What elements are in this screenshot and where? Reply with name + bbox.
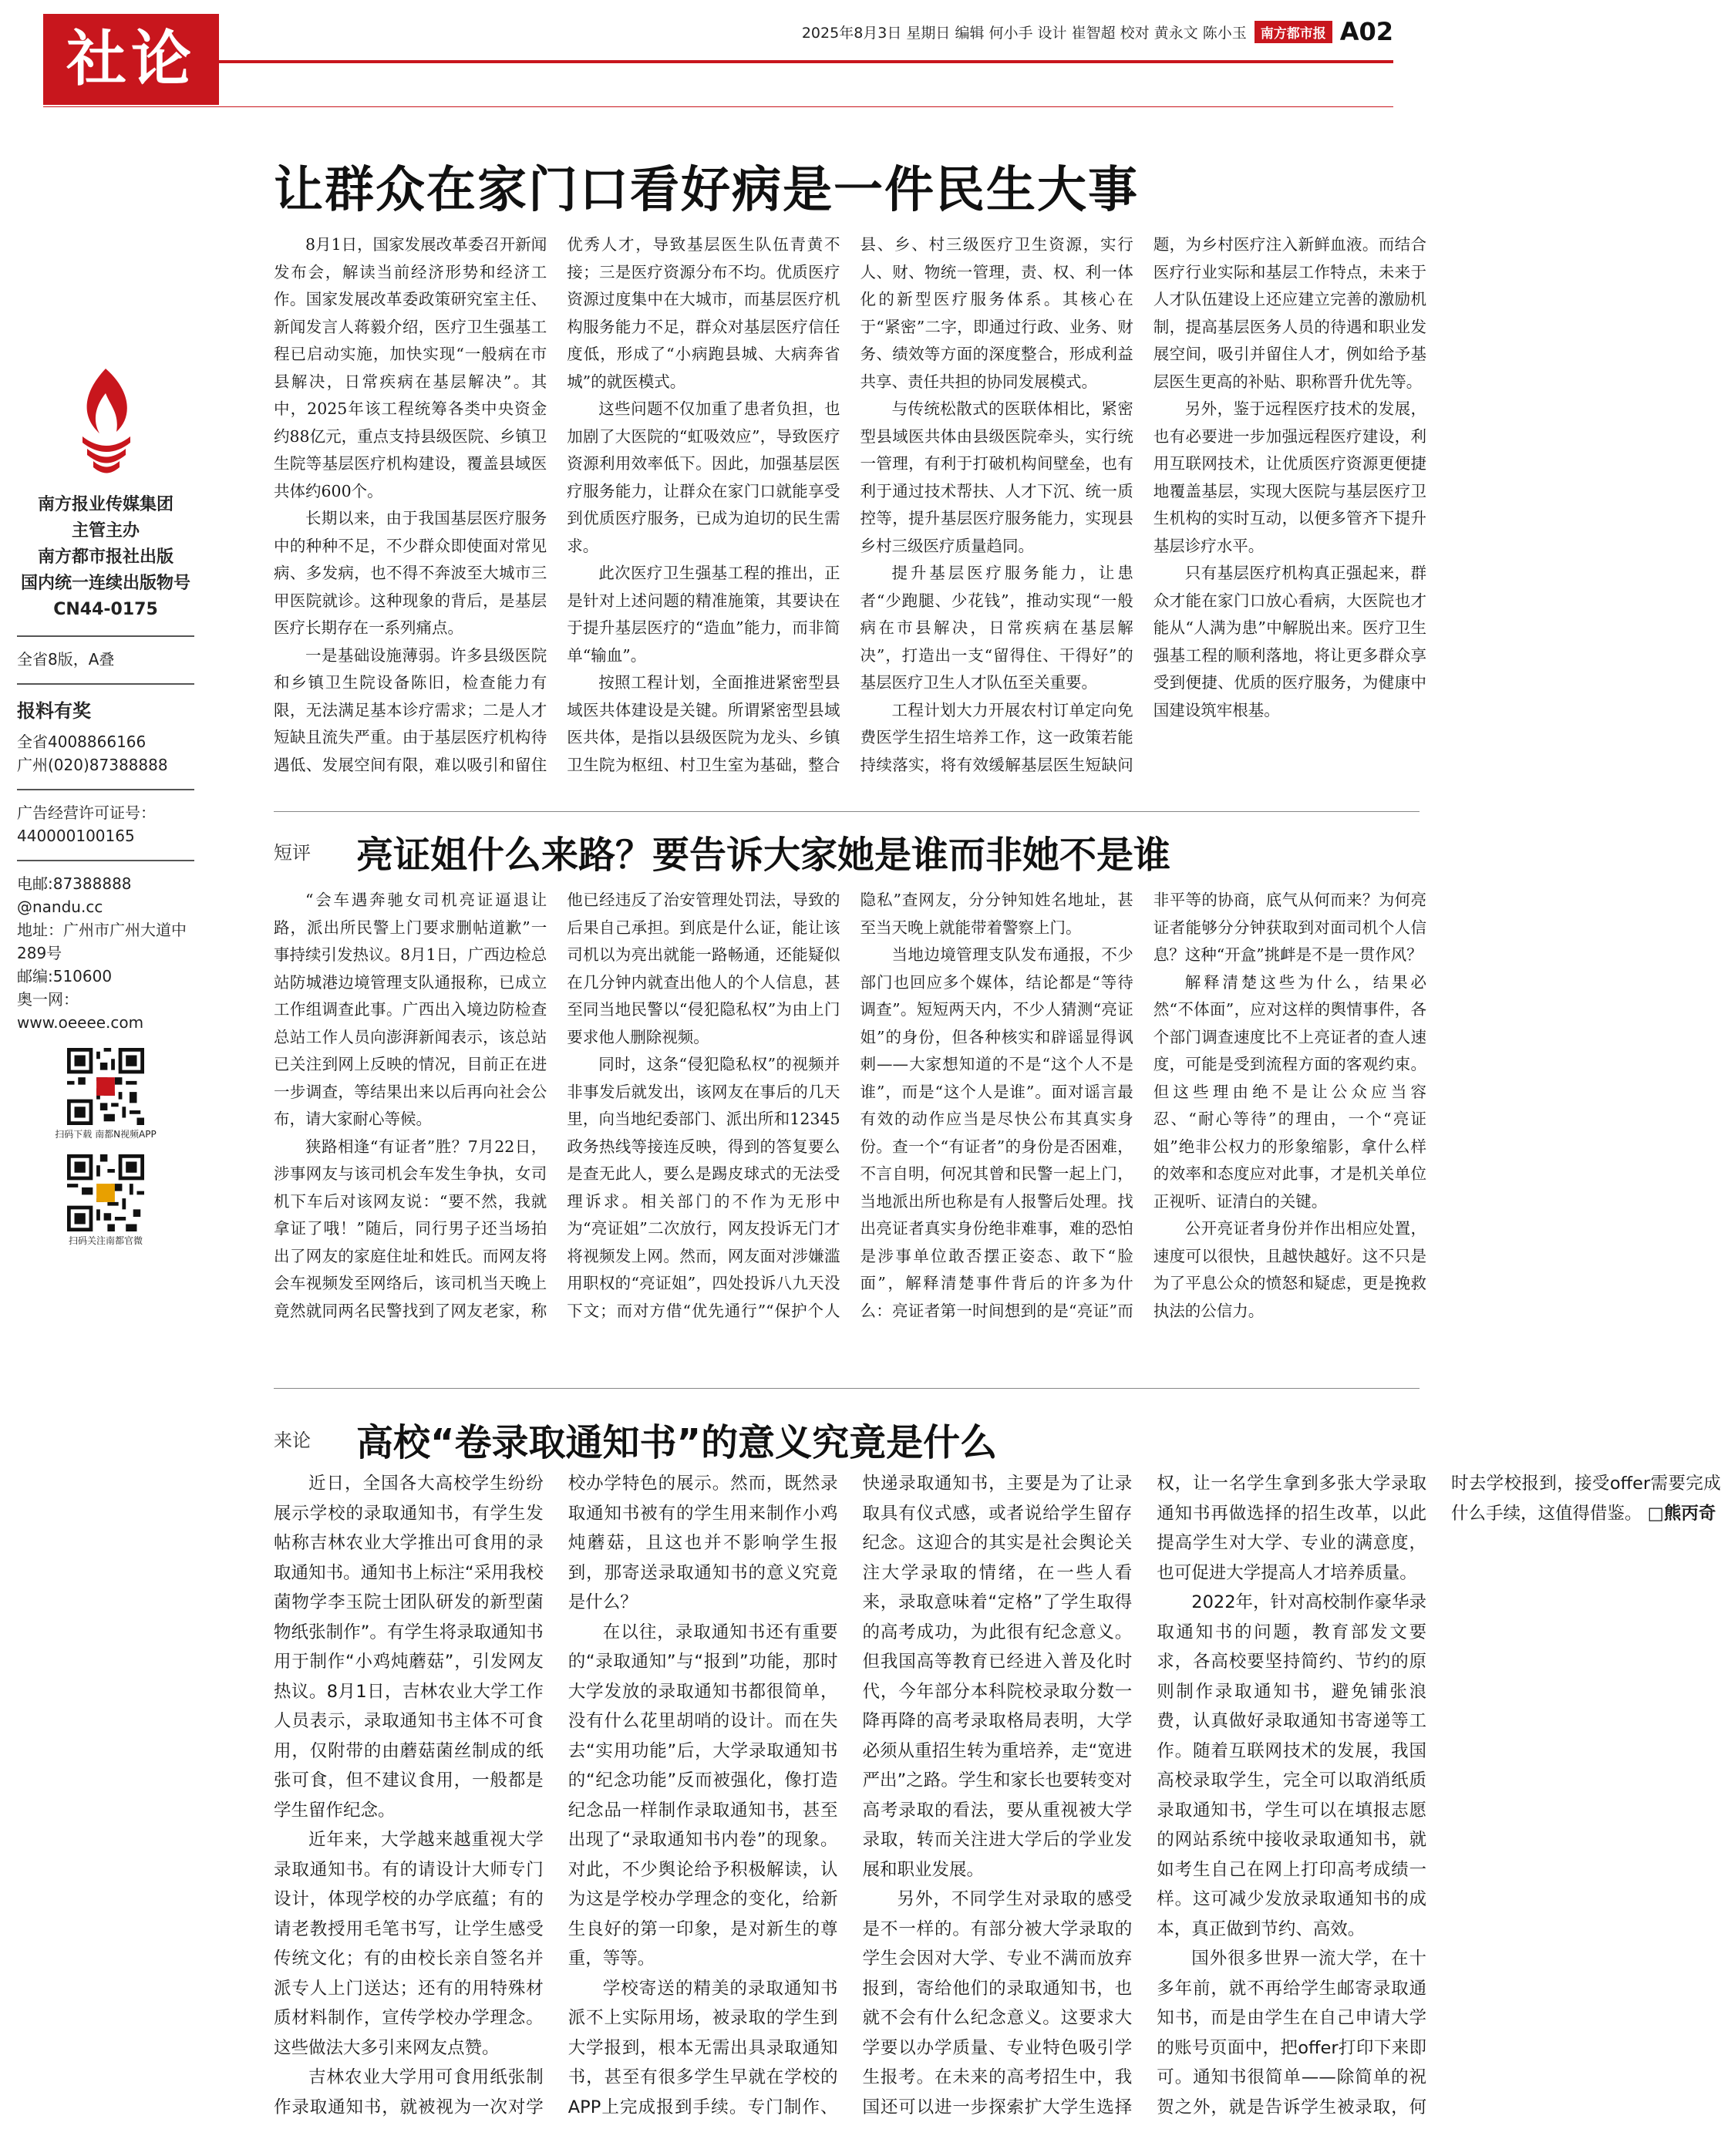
article3-paragraph: 2022年，针对高校制作豪华录取通知书的问题，教育部发文要求，各高校要坚持简约、节约的原则制作录取通知书，避免铺张浪费，认真做好录取通知书寄递等工作。随着互联网技术的发展，我国高校录取学生，完全可以取消纸质录取通知书，学生可以在填报志愿的网站系统中接收录取通知书，就如考生自己在网上打印高考成绩一样。这可减少发放录取通知书的成本，真正做到节约、高效。 (1157, 1592, 1427, 1939)
qr-caption: 扫码关注南都官微 (68, 1235, 143, 1246)
article1-body (274, 231, 1426, 802)
section-divider (274, 1388, 1420, 1389)
article1-paragraph: 8月1日，国家发展改革委召开新闻发布会，解读当前经济形势和经济工作。国家发展改革委政策研究室主任、新闻发言人蒋毅介绍，医疗卫生强基工程已启动实施，加快实现“一般病在市县解决，日常疾病在基层解决”。其中，2025年该工程统筹各类中央资金约88亿元，重点支持县级医院、乡镇卫生院等基层医疗机构建设，覆盖县域医共体约600个。 (274, 235, 547, 500)
article3-paragraph-text: 国外很多世界一流大学，在十多年前，就不再给学生邮寄录取通知书，而是由学生在自己申请大学的账号页面中，把offer打印下来即可。通知书很简单——除简单的祝贺之外，就是告诉学生被录取，何时去学校报到，接受offer需要完成什么手续，这值得借鉴。 (1157, 1474, 1721, 2117)
qr-code-weibo-icon[interactable] (67, 1154, 144, 1231)
contact-line: 289号 (17, 944, 62, 962)
article2-body (274, 887, 1426, 1369)
article2-paragraph: 公开亮证者身份并作出相应处置，速度可以很快，且越快越好。这不只是为了平息公众的愤怒和疑虑，更是挽救执法的公信力。 (1153, 1219, 1426, 1320)
article2-paragraph: 解释清楚这些为什么，结果必然“不体面”，应对这样的舆情事件，各个部门调查速度比不上亮证者的查人速度，可能是受到流程方面的客观约束。但这些理由绝不是让公众应当容忍、“耐心等待”的理由，一个“亮证姐”绝非公权力的形象缩影，拿什么样的效率和态度应对此事，才是机关单位正视听、证清白的关键。 (1153, 972, 1426, 1211)
contact-line: www.oeeee.com (17, 1013, 144, 1032)
divider (17, 789, 194, 790)
qr-code-app-icon[interactable] (67, 1048, 144, 1125)
contact-line: 电邮:87388888 (17, 874, 132, 893)
contact-line: 奥一网： (17, 990, 79, 1009)
article1-paragraph: 只有基层医疗机构真正强起来，群众才能在家门口放心看病，大医院也才能从“人满为患”中解脱出来。医疗卫生强基工程的顺利落地，将让更多群众享受到便捷、优质的医疗服务，为健康中国建设筑牢根基。 (1153, 564, 1426, 719)
license-line: 广告经营许可证号： (17, 803, 156, 822)
article1-paragraph: 工程计划大力开展农村订单定向免费医学生招生培养工作，这一政策若能持续落实，将有效缓解基层医生短缺问题，为乡村医疗注入新鲜血液。而结合医疗行业实际和基层工作特点，未来于人才队伍建设上还应建立完善的激励机制，提高基层医务人员的待遇和职业发展空间，吸引并留住人才，例如给予基层医生更高的补贴、职称晋升优先等。 (860, 235, 1426, 774)
article2-paragraph: “会车遇奔驰女司机亮证逼退让路，派出所民警上门要求删帖道歉”一事持续引发热议。8月1日，广西边检总站防城港边境管理支队通报称，已成立工作组调查此事。广西出入境边防检查总站工作人员向澎湃新闻表示，该总站已关注到网上反映的情况，目前正在进一步调查，等结果出来以后再向社会公布，请大家耐心等候。 (274, 891, 547, 1128)
contact-line: 地址：广州市广州大道中 (17, 921, 187, 939)
report-phone: 全省4008866166 (17, 733, 147, 751)
masthead-rule-thin (43, 106, 1393, 107)
org-line: 南方都市报社出版 (37, 547, 173, 567)
masthead-rule (43, 60, 1393, 63)
article1-paragraph: 长期以来，由于我国基层医疗服务中的种种不足，不少群众即使面对常见病、多发病，也不得不奔波至大城市三甲医院就诊。这种现象的背后，是基层医疗长期存在一系列痛点。 (274, 509, 547, 637)
article1-paragraph: 另外，鉴于远程医疗技术的发展，也有必要进一步加强远程医疗建设，利用互联网技术，让优质医疗资源更便捷地覆盖基层，实现大医院与基层医疗卫生机构的实时互动，以便多管齐下提升基层诊疗水平。 (1153, 399, 1426, 555)
article1-paragraph: 这些问题不仅加重了患者负担，也加剧了大医院的“虹吸效应”，导致医疗资源利用效率低下。因此，加强基层医疗服务能力，让群众在家门口就能享受到优质医疗服务，已成为迫切的民生需求。 (567, 399, 840, 555)
article3-paragraph: 在以往，录取通知书还有重要的“录取通知”与“报到”功能，那时大学发放的录取通知书都很简单，没有什么花里胡哨的设计。而在失去“实用功能”后，大学录取通知书的“纪念功能”反而被强化，像打造纪念品一样制作录取通知书，甚至出现了“录取通知书内卷”的现象。对此，不少舆论给予积极解读，认为这是学校办学理念的变化，给新生良好的第一印象，是对新生的尊重，等等。 (567, 1622, 838, 1969)
article2-paragraph: 当地边境管理支队发布通报，不少部门也回应多个媒体，结论都是“等待调查”。短短两天内，不少人猜测“亮证姐”的身份，但各种核实和辟谣显得讽刺——大家想知道的不是“这个人不是谁”，而是“这个人是谁”。面对谣言最有效的动作应当是尽快公布其真实身份。查一个“有证者”的身份是否困难，不言自明，何况其曾和民警一起上门，当地派出所也称是有人报警后处理。找出亮证者真实身份绝非难事，难的恐怕是涉事单位敢否摆正姿态、敢下“脸面”，解释清楚事件背后的许多为什么：亮证者第一时间想到的是“亮证”而非平等的协商，底气从何而来？为何亮证者能够分分钟获取到对面司机个人信息？这种“开盒”挑衅是不是一贯作风？ (860, 891, 1426, 1320)
org-line: 主管主办 (71, 521, 140, 541)
qr-caption: 扫码下载 南都N视频APP (55, 1129, 157, 1140)
section-divider (274, 811, 1420, 812)
report-heading: 报料有奖 (17, 700, 91, 722)
article3-headline: 高校“卷录取通知书”的意义究竟是什么 (356, 1421, 998, 1464)
paper-logo: 南方都市报 (1255, 21, 1332, 43)
divider (17, 860, 194, 861)
article1-paragraph: 此次医疗卫生强基工程的推出，正是针对上述问题的精准施策，其要诀在于提升基层医疗的“造血”能力，而非简单“输血”。 (567, 564, 840, 665)
org-line: CN44-0175 (53, 600, 158, 619)
page-header-info (802, 17, 1393, 46)
article3-paragraph: 近年来，大学越来越重视大学录取通知书。有的请设计大师专门设计，体现学校的办学底蕴；有的请老教授用毛笔书写，让学生感受传统文化；有的由校长亲自签名并派专人上门送达；还有的用特殊材质材料制作，宣传学校办学理念。这些做法大多引来网友点赞。 (274, 1830, 544, 2058)
article3-byline: □熊丙奇 (1647, 1503, 1716, 1524)
contact-line: 邮编:510600 (17, 967, 113, 985)
article1-paragraph: 按照工程计划，全面推进紧密型县域医共体建设是关键。所谓紧密型县域医共体，是指以县级医院为龙头、乡镇卫生院为枢纽、村卫生室为基础，整合县、乡、村三级医疗卫生资源，实行人、财、物统一管理，责、权、利一体化的新型医疗服务体系。其核心在于“紧密”二字，即通过行政、业务、财务、绩效等方面的深度整合，形成利益共享、责任共担的协同发展模式。 (567, 235, 1133, 774)
contact-line: @nandu.cc (17, 898, 103, 916)
article3-paragraph: 学校寄送的精美的录取通知书派不上实际用场，被录取的学生到大学报到，根本无需出具录取通知书，甚至有很多学生早就在学校的APP上完成报到手续。专门制作、快递录取通知书，主要是为了让录取具有仪式感，或者说给学生留存纪念。这迎合的其实是社会舆论关注大学录取的情绪，在一些人看来，录取意味着“定格”了学生取得的高考成功，为此很有纪念意义。但我国高等教育已经进入普及化时代，今年部分本科院校录取分数一降再降的高考录取格局表明，大学必须从重招生转为重培养，走“宽进严出”之路。学生和家长也要转变对高考录取的看法，要从重视被大学录取，转而关注进大学后的学业发展和职业发展。 (567, 1474, 1133, 2117)
group-logo-icon (59, 362, 152, 478)
page-number: A02 (1339, 17, 1393, 46)
sidebar (17, 362, 194, 1247)
edition-info: 全省8版，A叠 (17, 650, 115, 669)
article1-paragraph: 提升基层医疗服务能力，让患者“少跑腿、少花钱”，推动实现“一般病在市县解决，日常疾病在基层解决”，打造出一支“留得住、干得好”的基层医疗卫生人才队伍至关重要。 (860, 564, 1133, 692)
org-line: 南方报业传媒集团 (37, 495, 173, 514)
org-info (17, 492, 194, 623)
article1-headline: 让群众在家门口看好病是一件民生大事 (274, 162, 1139, 219)
article3-paragraph: 近日，全国各大高校学生纷纷展示学校的录取通知书，有学生发帖称吉林农业大学推出可食用的录取通知书。通知书上标注“采用我校菌物学李玉院士团队研发的新型菌物纸张制作”。有学生将录取通知书用于制作“小鸡炖蘑菇”，引发网友热议。8月1日，吉林农业大学工作人员表示，录取通知书主体不可食用，仅附带的由蘑菇菌丝制成的纸张可食，但不建议食用，一般都是学生留作纪念。 (274, 1474, 544, 1821)
article1-paragraph: 与传统松散式的医联体相比，紧密型县域医共体由县级医院牵头，实行统一管理，有利于打破机构间壁垒，也有利于通过技术帮扶、人才下沉、统一质控等，提升基层医疗服务能力，实现县乡村三级医疗质量趋同。 (860, 399, 1133, 555)
article3-paragraph: 吉林农业大学用可食用纸张制作录取通知书，就被视为一次对学校办学特色的展示。然而，既然录取通知书被有的学生用来制作小鸡炖蘑菇，且这也并不影响学生报到，那寄送录取通知书的意义究竟是什么？ (274, 1474, 838, 2117)
section-badge: 社论 (43, 14, 219, 105)
license-line: 440000100165 (17, 827, 135, 845)
article3-paragraph: 另外，不同学生对录取的感受是不一样的。有部分被大学录取的学生会因对大学、专业不满而放弃报到，寄给他们的录取通知书，也就不会有什么纪念意义。这要求大学要以办学质量、专业特色吸引学生报考。在未来的高考招生中，我国还可以进一步探索扩大学生选择权，让一名学生拿到多张大学录取通知书再做选择的招生改革，以此提高学生对大学、专业的满意度，也可促进大学提高人才培养质量。 (862, 1474, 1426, 2117)
report-phone: 广州(020)87388888 (17, 756, 168, 774)
org-line: 国内统一连续出版物号 (20, 574, 190, 593)
article2-headline: 亮证姐什么来路？要告诉大家她是谁而非她不是谁 (356, 834, 1171, 877)
article3-kicker: 来论 (274, 1430, 311, 1451)
article1-paragraph: 一是基础设施薄弱。许多县级医院和乡镇卫生院设备陈旧，检查能力有限，无法满足基本诊疗需求；二是人才短缺且流失严重。由于基层医疗机构待遇低、发展空间有限，难以吸引和留住优秀人才，导致基层医生队伍青黄不接；三是医疗资源分布不均。优质医疗资源过度集中在大城市，而基层医疗机构服务能力不足，群众对基层医疗信任度低，形成了“小病跑县城、大病奔省城”的就医模式。 (274, 235, 840, 774)
article3-body (274, 1469, 1721, 2140)
article2-kicker: 短评 (274, 842, 311, 864)
divider (17, 683, 194, 685)
article2-paragraph: 狭路相逢“有证者”胜？7月22日，涉事网友与该司机会车发生争执，女司机下车后对该网友说：“要不然，我就拿证了哦！”随后，同行男子还当场拍出了网友的家庭住址和姓氏。而网友将会车视频发至网络后，该司机当天晚上竟然就同两名民警找到了网友老家，称他已经违反了治安管理处罚法，导致的后果自己承担。到底是什么证，能让该司机以为亮出就能一路畅通，还能疑似在几分钟内就查出他人的个人信息，甚至同当地民警以“侵犯隐私权”为由上门要求他人删除视频。 (274, 891, 840, 1320)
date-editor-line: 2025年8月3日 星期日 编辑 何小手 设计 崔智超 校对 黄永文 陈小玉 (801, 24, 1247, 42)
divider (17, 635, 194, 637)
article2-paragraph: 同时，这条“侵犯隐私权”的视频并非事发后就发出，该网友在事后的几天里，向当地纪委部门、派出所和12345政务热线等接连反映，得到的答复要么是查无此人，要么是踢皮球式的无法受理诉求。相关部门的不作为无形中为“亮证姐”二次放行，网友投诉无门才将视频发上网。然而，网友面对涉嫌滥用职权的“亮证姐”，四处投诉八九天没下文；而对方借“优先通行”“保护个人隐私”查网友，分分钟知姓名地址，甚至当天晚上就能带着警察上门。 (567, 891, 1133, 1320)
